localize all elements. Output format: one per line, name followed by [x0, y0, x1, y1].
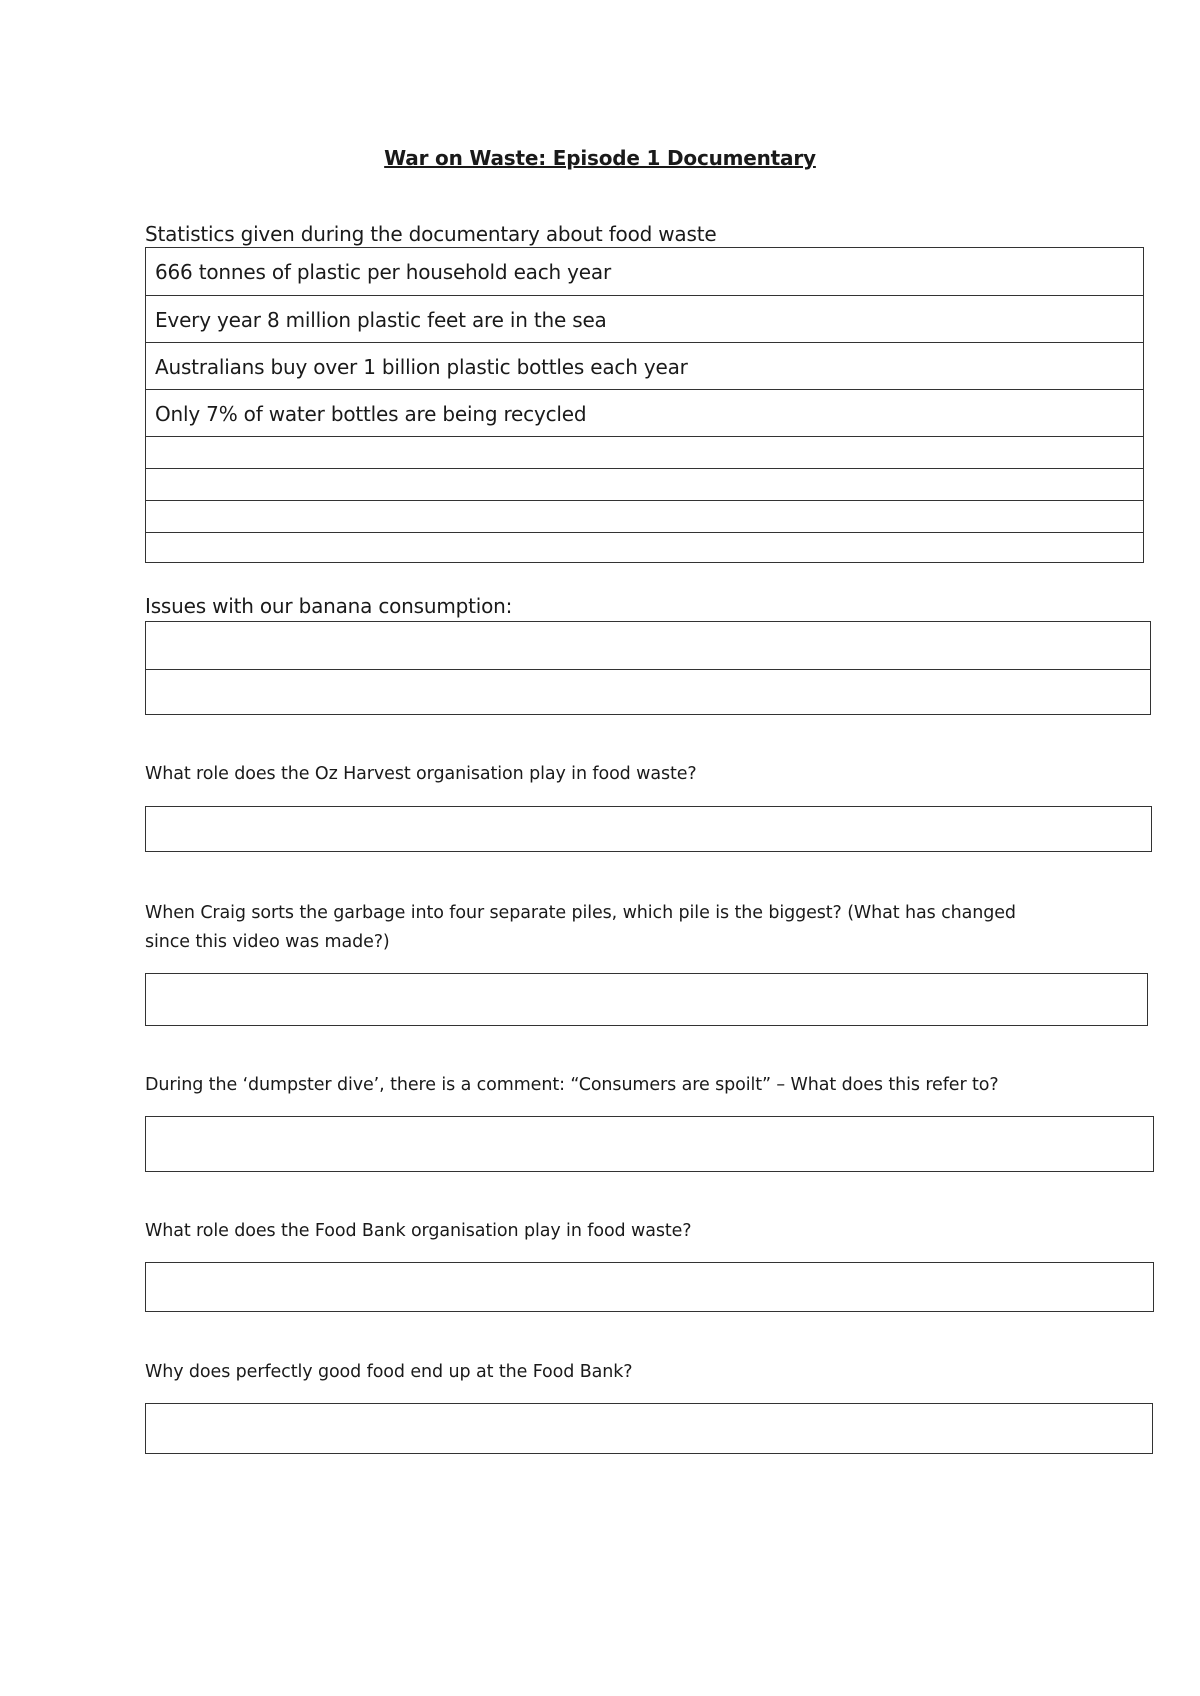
table-row[interactable] — [146, 342, 1143, 389]
statistics-heading: Statistics given during the documentary about food waste — [145, 222, 717, 246]
table-row[interactable] — [146, 248, 1143, 295]
question-dumpster-dive — [145, 1071, 999, 1100]
statistics-table — [145, 247, 1144, 563]
table-row[interactable] — [146, 468, 1143, 500]
question-line: During the ‘dumpster dive’, there is a comment: “Consumers are spoilt” – What does this refer to? — [145, 1075, 999, 1095]
table-cell: 666 tonnes of plastic per household each year — [155, 260, 611, 284]
table-cell: Only 7% of water bottles are being recycled — [155, 402, 587, 426]
question-line: since this video was made?) — [145, 932, 390, 952]
table-row[interactable] — [146, 295, 1143, 342]
question-food-bank-why — [145, 1358, 632, 1387]
question-oz-harvest — [145, 760, 697, 789]
page-title: War on Waste: Episode 1 Documentary — [384, 146, 816, 170]
answer-box-oz-harvest[interactable] — [145, 806, 1152, 852]
question-food-bank-role — [145, 1217, 692, 1246]
question-line: When Craig sorts the garbage into four separate piles, which pile is the biggest? (What has changed — [145, 903, 1016, 923]
table-row[interactable] — [146, 389, 1143, 436]
question-garbage-piles — [145, 899, 1016, 957]
banana-table — [145, 621, 1151, 715]
answer-box-garbage-piles[interactable] — [145, 973, 1148, 1026]
answer-box-dumpster-dive[interactable] — [145, 1116, 1154, 1172]
answer-box-food-bank-why[interactable] — [145, 1403, 1153, 1454]
table-cell: Australians buy over 1 billion plastic bottles each year — [155, 355, 688, 379]
question-line: What role does the Oz Harvest organisation play in food waste? — [145, 764, 697, 784]
table-row[interactable] — [146, 622, 1150, 669]
banana-heading: Issues with our banana consumption: — [145, 594, 513, 618]
table-row[interactable] — [146, 500, 1143, 532]
table-cell: Every year 8 million plastic feet are in the sea — [155, 308, 607, 332]
table-row[interactable] — [146, 436, 1143, 468]
table-row[interactable] — [146, 532, 1143, 564]
question-line: Why does perfectly good food end up at the Food Bank? — [145, 1362, 633, 1382]
table-row[interactable] — [146, 669, 1150, 716]
answer-box-food-bank-role[interactable] — [145, 1262, 1154, 1312]
question-line: What role does the Food Bank organisation play in food waste? — [145, 1221, 692, 1241]
